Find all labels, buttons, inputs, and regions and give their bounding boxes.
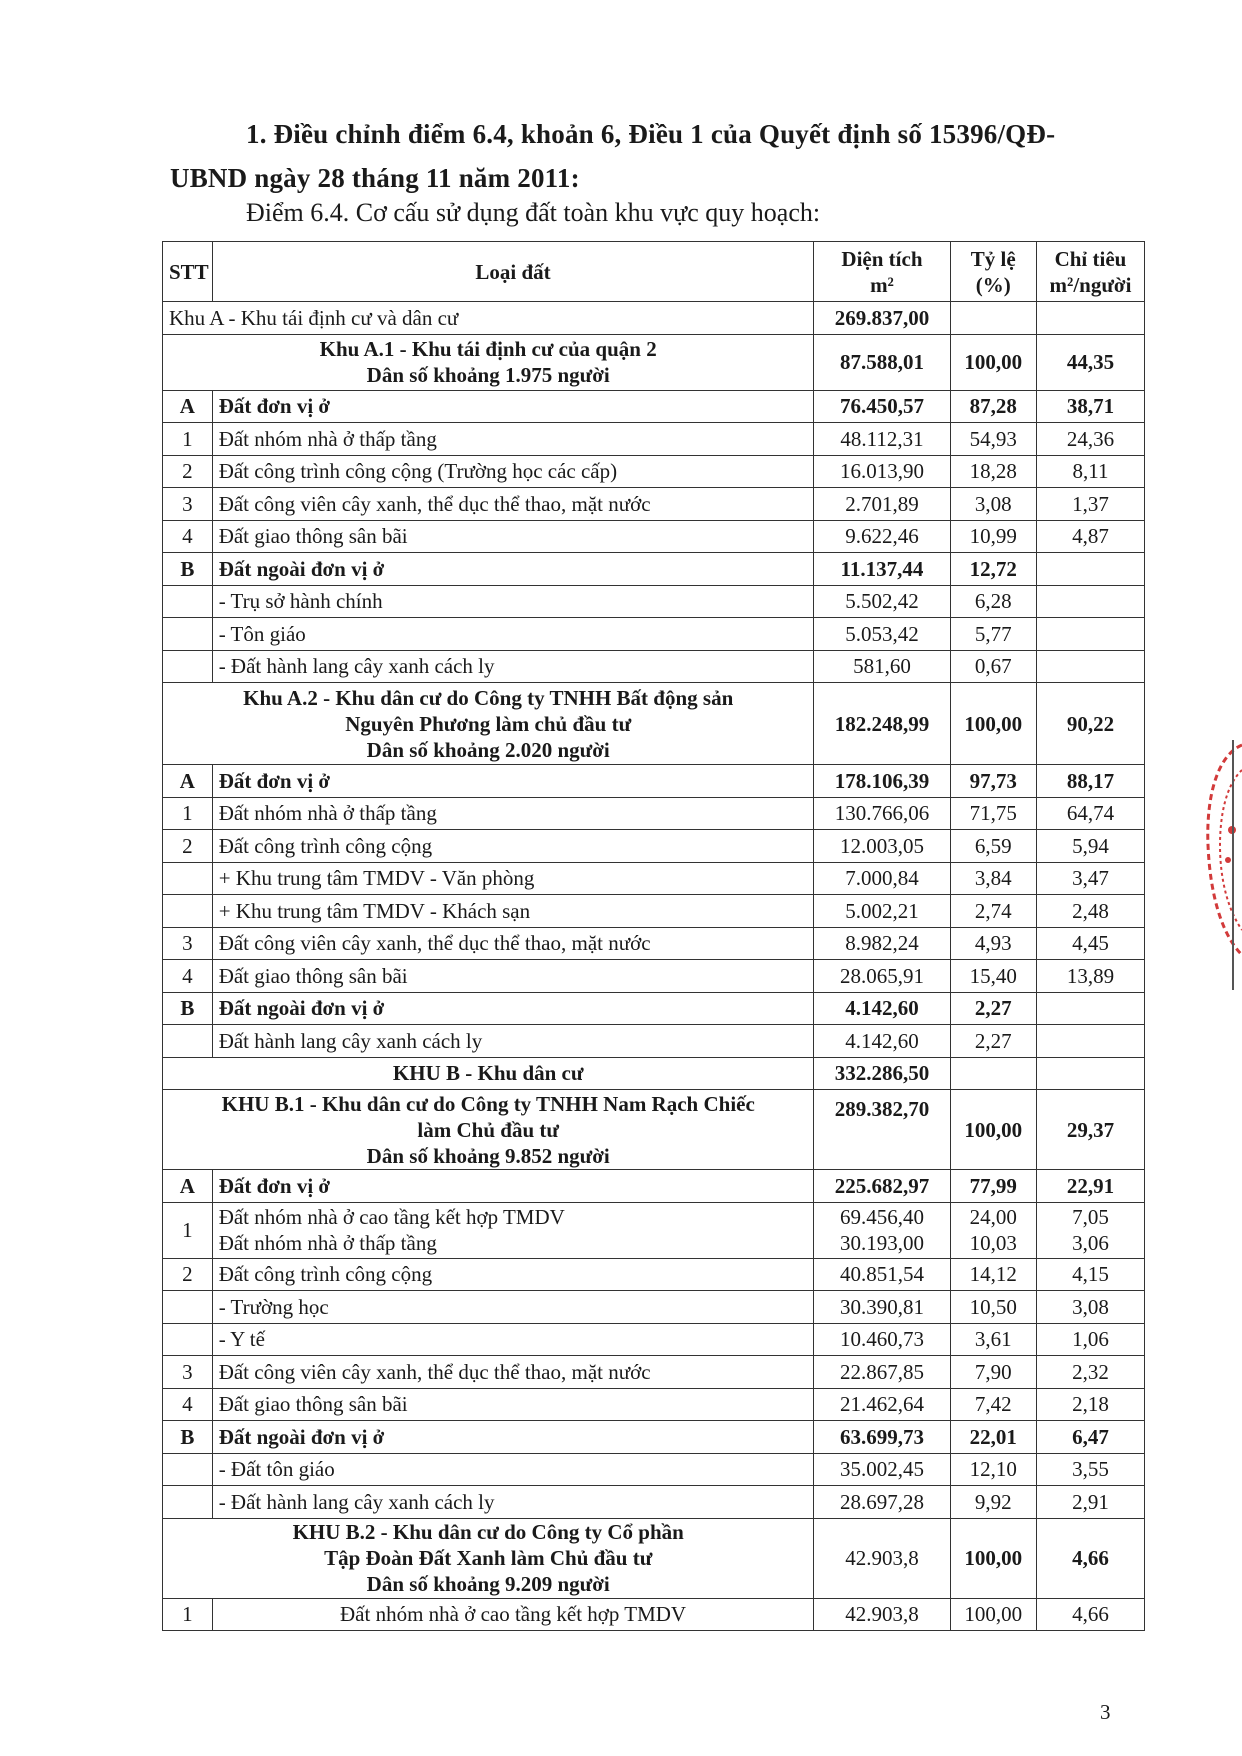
- row-area: 11.137,44: [814, 553, 950, 586]
- row-pct: 12,10: [950, 1453, 1036, 1486]
- row-area: 225.682,97: [814, 1170, 950, 1203]
- row-idx: 4,66: [1036, 1598, 1144, 1631]
- table-row: [163, 585, 1145, 618]
- row-pct: 2,27: [950, 992, 1036, 1025]
- row-name-line: Dân số khoảng 9.209 người: [366, 1572, 610, 1596]
- row-pct: 7,90: [950, 1356, 1036, 1389]
- row-area: 178.106,39: [814, 765, 950, 798]
- row-name: Đất công trình công cộng: [212, 830, 814, 863]
- row-idx: [1036, 1057, 1144, 1090]
- row-pct: 100,00: [950, 1518, 1036, 1598]
- row-idx: 3,08: [1036, 1291, 1144, 1324]
- row-stt: A: [163, 1170, 213, 1203]
- row-name: + Khu trung tâm TMDV - Văn phòng: [212, 862, 814, 895]
- table-row: [163, 1057, 1145, 1090]
- row-pct: 2,74: [950, 895, 1036, 928]
- row-stt: 1: [163, 423, 213, 456]
- heading-line-1: 1. Điều chỉnh điểm 6.4, khoản 6, Điều 1 của Quyết định số 15396/QĐ-: [246, 119, 1056, 149]
- row-idx: 90,22: [1036, 683, 1144, 765]
- row-name: Đất nhóm nhà ở thấp tầng: [212, 797, 814, 830]
- row-area: 7.000,84: [814, 862, 950, 895]
- table-row: [163, 927, 1145, 960]
- row-name-line: Khu A.1 - Khu tái định cư của quận 2: [319, 337, 657, 361]
- row-area: 5.502,42: [814, 585, 950, 618]
- row-area: 21.462,64: [814, 1388, 950, 1421]
- table-row: [163, 1518, 1145, 1598]
- row-name: Đất công trình công cộng (Trường học các cấp): [212, 455, 814, 488]
- row-pct: 97,73: [950, 765, 1036, 798]
- table-row: [163, 455, 1145, 488]
- row-name: - Y tế: [212, 1323, 814, 1356]
- heading-line-2: UBND ngày 28 tháng 11 năm 2011:: [170, 163, 580, 193]
- row-area: 12.003,05: [814, 830, 950, 863]
- row-idx: 4,15: [1036, 1258, 1144, 1291]
- row-pct: 18,28: [950, 455, 1036, 488]
- row-idx: 8,11: [1036, 455, 1144, 488]
- subheading: Điểm 6.4. Cơ cấu sử dụng đất toàn khu vực quy hoạch:: [246, 198, 821, 227]
- row-pct: 100,00: [950, 334, 1036, 390]
- row-pct: 12,72: [950, 553, 1036, 586]
- row-stt: [163, 650, 213, 683]
- row-area: 8.982,24: [814, 927, 950, 960]
- row-stt: 4: [163, 520, 213, 553]
- row-area: 48.112,31: [814, 423, 950, 456]
- row-name-line: Dân số khoảng 2.020 người: [366, 737, 610, 762]
- row-area: 289.382,70: [814, 1090, 950, 1170]
- table-row: [163, 683, 1145, 765]
- row-pct: 9,92: [950, 1486, 1036, 1519]
- page-number: 3: [1100, 1700, 1111, 1724]
- row-area: 42.903,8: [814, 1518, 950, 1598]
- row-name: Đất giao thông sân bãi: [212, 520, 814, 553]
- row-area: 332.286,50: [814, 1057, 950, 1090]
- row-area: 581,60: [814, 650, 950, 683]
- row-pct: 87,28: [950, 390, 1036, 423]
- row-stt: A: [163, 765, 213, 798]
- row-name: [163, 334, 814, 390]
- row-area: 87.588,01: [814, 334, 950, 390]
- row-stt: 1: [163, 1598, 213, 1631]
- row-name: [163, 1090, 814, 1170]
- header-dien-tich-unit: m²: [870, 272, 894, 297]
- row-pct: 2,27: [950, 1025, 1036, 1058]
- row-name: Đất công viên cây xanh, thể dục thể thao, mặt nước: [212, 927, 814, 960]
- row-area: 40.851,54: [814, 1258, 950, 1291]
- header-ty-le-label: Tỷ lệ: [970, 246, 1016, 271]
- row-idx: 88,17: [1036, 765, 1144, 798]
- row-idx: 38,71: [1036, 390, 1144, 423]
- row-name: Đất ngoài đơn vị ở: [212, 1421, 814, 1454]
- row-area: 42.903,8: [814, 1598, 950, 1631]
- row-stt: [163, 1486, 213, 1519]
- row-area: 4.142,60: [814, 992, 950, 1025]
- table-row: [163, 1598, 1145, 1631]
- row-idx-line: 3,06: [1072, 1231, 1109, 1255]
- row-name: Đất ngoài đơn vị ở: [212, 553, 814, 586]
- row-name-line: Đất nhóm nhà ở cao tầng kết hợp TMDV: [218, 1205, 565, 1229]
- table-row: [163, 1323, 1145, 1356]
- row-name: Đất đơn vị ở: [212, 390, 814, 423]
- row-stt: [163, 1323, 213, 1356]
- row-stt: 2: [163, 830, 213, 863]
- row-stt: 2: [163, 1258, 213, 1291]
- table-row: [163, 423, 1145, 456]
- row-area: 9.622,46: [814, 520, 950, 553]
- row-idx: [1036, 1025, 1144, 1058]
- row-idx: 2,32: [1036, 1356, 1144, 1389]
- row-idx: 64,74: [1036, 797, 1144, 830]
- table-row: [163, 1025, 1145, 1058]
- row-pct: [950, 302, 1036, 335]
- row-name-line: Khu A.2 - Khu dân cư do Công ty TNHH Bất động sản: [243, 685, 734, 710]
- row-area: 22.867,85: [814, 1356, 950, 1389]
- row-name: Đất đơn vị ở: [212, 765, 814, 798]
- row-stt: B: [163, 992, 213, 1025]
- row-name: Đất công trình công cộng: [212, 1258, 814, 1291]
- row-area: 5.053,42: [814, 618, 950, 651]
- row-name: - Trường học: [212, 1291, 814, 1324]
- row-area: 4.142,60: [814, 1025, 950, 1058]
- row-idx-line: 7,05: [1072, 1205, 1109, 1229]
- row-idx: 4,45: [1036, 927, 1144, 960]
- row-name: Đất nhóm nhà ở cao tầng kết hợp TMDV: [212, 1598, 814, 1631]
- row-stt: [163, 895, 213, 928]
- section-heading: [170, 112, 1130, 200]
- row-idx: 4,66: [1036, 1518, 1144, 1598]
- row-name-line: Dân số khoảng 9.852 người: [366, 1143, 610, 1168]
- row-stt: [163, 1291, 213, 1324]
- table-row: [163, 302, 1145, 335]
- row-name: Khu A - Khu tái định cư và dân cư: [163, 302, 814, 335]
- row-stt: 1: [163, 797, 213, 830]
- row-area: 63.699,73: [814, 1421, 950, 1454]
- row-stt: 3: [163, 927, 213, 960]
- table-row: [163, 862, 1145, 895]
- row-stt: 2: [163, 455, 213, 488]
- row-area: 2.701,89: [814, 488, 950, 521]
- row-name-line: làm Chủ đầu tư: [417, 1117, 559, 1142]
- row-name: - Tôn giáo: [212, 618, 814, 651]
- row-stt: [163, 1025, 213, 1058]
- table-row: [163, 553, 1145, 586]
- row-idx: 3,55: [1036, 1453, 1144, 1486]
- row-stt: 4: [163, 1388, 213, 1421]
- row-area-line: 69.456,40: [839, 1205, 924, 1229]
- row-idx: 6,47: [1036, 1421, 1144, 1454]
- header-chi-tieu-label: Chỉ tiêu: [1054, 246, 1127, 271]
- row-name: Đất nhóm nhà ở thấp tầng: [212, 423, 814, 456]
- row-pct: 3,08: [950, 488, 1036, 521]
- row-idx: 24,36: [1036, 423, 1144, 456]
- header-ty-le-unit: (%): [975, 272, 1011, 297]
- row-name: Đất hành lang cây xanh cách ly: [212, 1025, 814, 1058]
- row-area: 28.697,28: [814, 1486, 950, 1519]
- row-area: 76.450,57: [814, 390, 950, 423]
- row-name: [212, 1202, 814, 1258]
- row-name: + Khu trung tâm TMDV - Khách sạn: [212, 895, 814, 928]
- row-idx: [1036, 553, 1144, 586]
- row-idx: 2,91: [1036, 1486, 1144, 1519]
- row-area: 30.390,81: [814, 1291, 950, 1324]
- header-stt: STT: [163, 242, 213, 302]
- table-row: [163, 1202, 1145, 1258]
- row-pct: 14,12: [950, 1258, 1036, 1291]
- land-use-table: [162, 241, 1145, 1631]
- row-name-line: Nguyên Phương làm chủ đầu tư: [345, 711, 632, 736]
- row-pct: 6,59: [950, 830, 1036, 863]
- row-name-line: Tập Đoàn Đất Xanh làm Chủ đầu tư: [324, 1546, 653, 1570]
- row-pct: 100,00: [950, 1090, 1036, 1170]
- row-pct: 0,67: [950, 650, 1036, 683]
- row-pct: 7,42: [950, 1388, 1036, 1421]
- header-chi-tieu: [1036, 242, 1144, 302]
- row-pct-line: 10,03: [969, 1231, 1017, 1255]
- row-stt: [163, 1453, 213, 1486]
- row-pct: [950, 1057, 1036, 1090]
- row-stt: 3: [163, 1356, 213, 1389]
- table-row: [163, 1258, 1145, 1291]
- row-pct: 71,75: [950, 797, 1036, 830]
- row-stt: B: [163, 553, 213, 586]
- table-row: [163, 1453, 1145, 1486]
- seal-stamp: [1198, 735, 1242, 965]
- row-area: 5.002,21: [814, 895, 950, 928]
- row-area: 10.460,73: [814, 1323, 950, 1356]
- table-row: [163, 797, 1145, 830]
- row-idx: 1,06: [1036, 1323, 1144, 1356]
- row-area: 16.013,90: [814, 455, 950, 488]
- row-idx: 22,91: [1036, 1170, 1144, 1203]
- row-idx: [1036, 992, 1144, 1025]
- row-idx: 13,89: [1036, 960, 1144, 993]
- row-idx: [1036, 302, 1144, 335]
- row-name: - Đất hành lang cây xanh cách ly: [212, 650, 814, 683]
- row-pct: 15,40: [950, 960, 1036, 993]
- row-stt: [163, 618, 213, 651]
- row-name: KHU B - Khu dân cư: [163, 1057, 814, 1090]
- table-row: [163, 618, 1145, 651]
- row-stt: 3: [163, 488, 213, 521]
- row-name: Đất đơn vị ở: [212, 1170, 814, 1203]
- row-idx: [1036, 618, 1144, 651]
- row-name: - Đất tôn giáo: [212, 1453, 814, 1486]
- row-pct: 100,00: [950, 1598, 1036, 1631]
- row-area: [814, 1202, 950, 1258]
- table-row: [163, 1090, 1145, 1170]
- header-loai-dat: Loại đất: [212, 242, 814, 302]
- table-row: [163, 1421, 1145, 1454]
- row-idx: 3,47: [1036, 862, 1144, 895]
- header-chi-tieu-unit: m²/người: [1049, 272, 1132, 297]
- row-pct: [950, 1202, 1036, 1258]
- row-pct: 22,01: [950, 1421, 1036, 1454]
- row-stt: [163, 862, 213, 895]
- row-name: Đất giao thông sân bãi: [212, 1388, 814, 1421]
- row-idx: 2,18: [1036, 1388, 1144, 1421]
- table-row: [163, 765, 1145, 798]
- row-stt: 4: [163, 960, 213, 993]
- row-name: - Đất hành lang cây xanh cách ly: [212, 1486, 814, 1519]
- table-row: [163, 1388, 1145, 1421]
- row-pct: 5,77: [950, 618, 1036, 651]
- row-stt: B: [163, 1421, 213, 1454]
- row-area: 35.002,45: [814, 1453, 950, 1486]
- row-name: Đất công viên cây xanh, thể dục thể thao, mặt nước: [212, 488, 814, 521]
- table-row: [163, 1356, 1145, 1389]
- row-stt: [163, 585, 213, 618]
- table-row: [163, 895, 1145, 928]
- header-dien-tich-label: Diện tích: [841, 246, 923, 271]
- row-name-line: Đất nhóm nhà ở thấp tầng: [218, 1231, 437, 1255]
- row-idx: 29,37: [1036, 1090, 1144, 1170]
- row-pct: 77,99: [950, 1170, 1036, 1203]
- row-pct: 54,93: [950, 423, 1036, 456]
- table-row: [163, 830, 1145, 863]
- row-area: 130.766,06: [814, 797, 950, 830]
- row-pct: 10,50: [950, 1291, 1036, 1324]
- row-idx: 1,37: [1036, 488, 1144, 521]
- row-pct: 4,93: [950, 927, 1036, 960]
- row-name: [163, 1518, 814, 1598]
- row-pct: 100,00: [950, 683, 1036, 765]
- table-row: [163, 650, 1145, 683]
- table-row: [163, 520, 1145, 553]
- row-stt: A: [163, 390, 213, 423]
- row-idx: [1036, 1202, 1144, 1258]
- row-name: Đất công viên cây xanh, thể dục thể thao, mặt nước: [212, 1356, 814, 1389]
- row-name: [163, 683, 814, 765]
- row-name-line: Dân số khoảng 1.975 người: [366, 363, 610, 387]
- row-stt: 1: [163, 1202, 213, 1258]
- row-pct: 10,99: [950, 520, 1036, 553]
- table-row: [163, 488, 1145, 521]
- row-area: 28.065,91: [814, 960, 950, 993]
- row-name-line: KHU B.1 - Khu dân cư do Công ty TNHH Nam Rạch Chiếc: [221, 1091, 755, 1116]
- row-pct: 6,28: [950, 585, 1036, 618]
- row-name: - Trụ sở hành chính: [212, 585, 814, 618]
- scan-edge-line: [1232, 740, 1234, 990]
- row-area: 182.248,99: [814, 683, 950, 765]
- table-row: [163, 1486, 1145, 1519]
- row-area: 269.837,00: [814, 302, 950, 335]
- header-dien-tich: [814, 242, 950, 302]
- row-idx: 44,35: [1036, 334, 1144, 390]
- table-row: [163, 390, 1145, 423]
- row-pct-line: 24,00: [969, 1205, 1017, 1229]
- table-row: [163, 1170, 1145, 1203]
- row-idx: [1036, 585, 1144, 618]
- row-name-line: KHU B.2 - Khu dân cư do Công ty Cổ phần: [292, 1520, 684, 1544]
- row-name: Đất ngoài đơn vị ở: [212, 992, 814, 1025]
- table-row: [163, 334, 1145, 390]
- row-idx: 5,94: [1036, 830, 1144, 863]
- table-header-row: [163, 242, 1145, 302]
- row-area-line: 30.193,00: [839, 1231, 924, 1255]
- table-row: [163, 1291, 1145, 1324]
- table-row: [163, 992, 1145, 1025]
- row-idx: 4,87: [1036, 520, 1144, 553]
- row-pct: 3,84: [950, 862, 1036, 895]
- table-row: [163, 960, 1145, 993]
- row-pct: 3,61: [950, 1323, 1036, 1356]
- header-ty-le: [950, 242, 1036, 302]
- row-idx: 2,48: [1036, 895, 1144, 928]
- row-name: Đất giao thông sân bãi: [212, 960, 814, 993]
- row-idx: [1036, 650, 1144, 683]
